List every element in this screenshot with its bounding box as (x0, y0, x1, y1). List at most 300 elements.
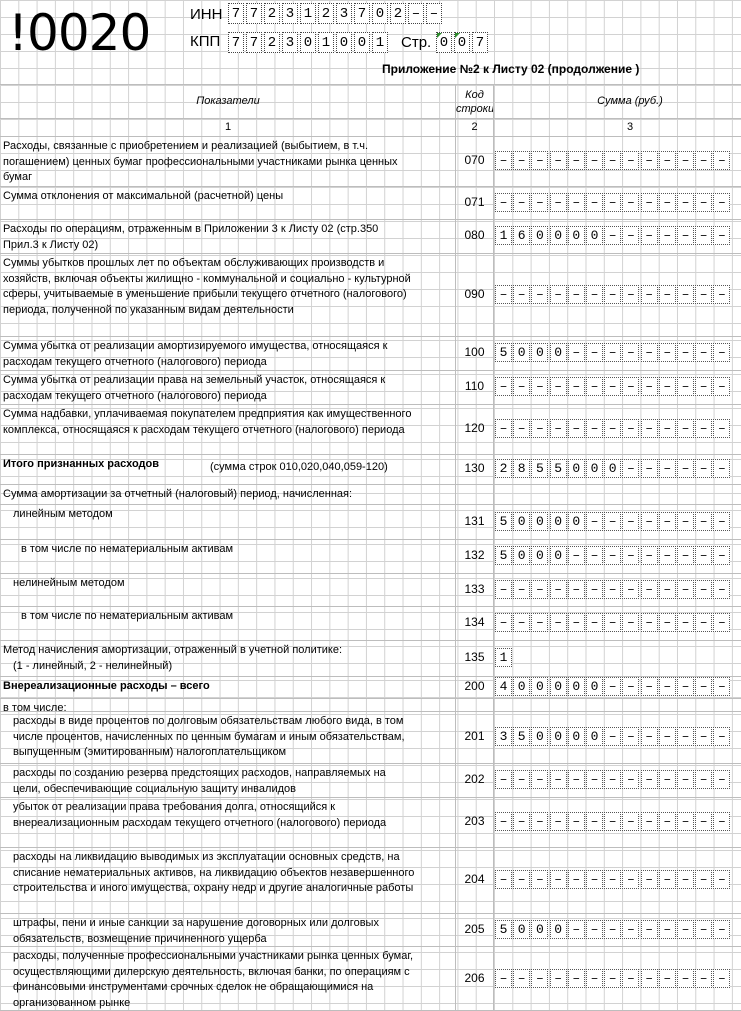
amount-digit-cell[interactable]: – (513, 419, 530, 438)
page-digit[interactable]: 7 (472, 32, 488, 53)
amount-digit-cell[interactable]: – (713, 193, 730, 212)
amount-digit-cell[interactable]: – (641, 419, 658, 438)
amount-digit-cell[interactable]: – (677, 343, 694, 362)
amount-digit-cell[interactable]: 0 (513, 920, 530, 939)
amount-digit-cell[interactable]: – (659, 727, 676, 746)
row-code: 100 (464, 345, 485, 359)
amount-digit-cell[interactable]: – (495, 419, 512, 438)
amount-digit-cell[interactable]: – (713, 677, 730, 696)
amount-digit-cell[interactable]: – (604, 812, 621, 831)
amount-digit-cell[interactable]: – (604, 512, 621, 531)
inn-digit[interactable]: 7 (228, 3, 244, 24)
amount-digit-cell[interactable]: – (713, 920, 730, 939)
row-code: 200 (464, 679, 485, 693)
amount-digit-cell[interactable]: – (659, 812, 676, 831)
amount-digit-cell[interactable]: – (713, 343, 730, 362)
amount-digit-cell[interactable]: 0 (513, 546, 530, 565)
amount-digit-cell[interactable]: – (550, 969, 567, 988)
amount-digit-cell[interactable]: – (568, 343, 585, 362)
amount-digit-cell[interactable]: – (695, 677, 712, 696)
amount-digit-cell[interactable]: – (604, 546, 621, 565)
amount-digit-cell[interactable]: – (568, 285, 585, 304)
row-rule (0, 484, 741, 485)
amount-digit-cell[interactable]: – (695, 920, 712, 939)
kpp-digit[interactable]: 0 (354, 32, 370, 53)
amount-digit-cell[interactable]: – (513, 151, 530, 170)
amount-digit-cell[interactable]: – (713, 377, 730, 396)
row-rule (0, 711, 741, 712)
amount-digit-cell[interactable]: 1 (495, 226, 512, 245)
row-description: Сумма убытка от реализации права на земельный участок, относящаяся к расходам текущего отчетного (налогового) периода (3, 374, 386, 402)
amount-digit-cell[interactable]: – (695, 870, 712, 889)
amount-digit-cell[interactable]: – (604, 580, 621, 599)
amount-digit-cell[interactable]: – (695, 151, 712, 170)
amount-digit-cell[interactable]: 3 (495, 727, 512, 746)
amount-digit-cell[interactable]: – (695, 727, 712, 746)
header-rule (0, 118, 741, 119)
amount-digit-cell[interactable]: – (677, 727, 694, 746)
amount-digit-cell[interactable]: – (641, 377, 658, 396)
amount-digit-cell[interactable]: – (568, 613, 585, 632)
amount-digit-cell[interactable]: – (586, 580, 603, 599)
amount-digit-cell[interactable]: – (604, 193, 621, 212)
amount-digit-cell[interactable]: – (659, 512, 676, 531)
row-code: 071 (464, 194, 485, 209)
amount-digit-cell[interactable]: – (604, 343, 621, 362)
amount-digit-cell[interactable]: – (622, 512, 639, 531)
amount-digit-cell[interactable]: – (513, 285, 530, 304)
amount-digit-cell[interactable]: – (622, 677, 639, 696)
amount-digit-cell[interactable]: – (695, 377, 712, 396)
amount-digit-cell[interactable]: – (713, 812, 730, 831)
amount-digit-cell[interactable]: – (677, 459, 694, 478)
amount-digit-cell[interactable]: – (568, 151, 585, 170)
amount-digit-cell[interactable]: – (550, 151, 567, 170)
amount-digit-cell[interactable]: 5 (495, 343, 512, 362)
amount-digit-cell[interactable]: – (604, 419, 621, 438)
amount-digit-cell[interactable]: – (713, 512, 730, 531)
amount-digit-cell[interactable]: – (659, 343, 676, 362)
amount-digit-cell[interactable]: – (659, 580, 676, 599)
amount-digit-cell[interactable]: – (659, 770, 676, 789)
amount-digit-cell[interactable]: – (550, 870, 567, 889)
amount-digit-cell[interactable]: – (622, 969, 639, 988)
amount-digit-cell[interactable]: – (641, 727, 658, 746)
amount-digit-cell[interactable]: – (659, 285, 676, 304)
amount-digit-cell[interactable]: – (695, 613, 712, 632)
amount-digit-cell[interactable]: 6 (513, 226, 530, 245)
amount-digit-cell[interactable]: – (622, 459, 639, 478)
row-description: расходы, полученные профессиональными участниками рынка ценных бумаг, осуществляющими дилерскую деятельность, включая банки, по операциям с финансовыми инструментами срочных сделок не обращающимися на организованном рынке (13, 950, 414, 1009)
amount-digit-cell[interactable]: – (531, 870, 548, 889)
amount-digit-cell[interactable]: – (513, 770, 530, 789)
amount-digit-cell[interactable]: – (495, 193, 512, 212)
kpp-digit[interactable]: 1 (372, 32, 388, 53)
amount-digit-cell[interactable]: – (659, 193, 676, 212)
amount-digit-cell[interactable]: – (622, 419, 639, 438)
row-code: 120 (464, 421, 485, 435)
amount-digit-cell[interactable]: 0 (550, 343, 567, 362)
amount-digit-cell[interactable]: – (677, 377, 694, 396)
amount-digit-cell[interactable]: – (604, 677, 621, 696)
amount-digit-cell[interactable]: – (513, 812, 530, 831)
inn-digit[interactable]: – (426, 3, 442, 24)
amount-digit-cell[interactable]: – (677, 546, 694, 565)
amount-digit-cell[interactable]: – (586, 546, 603, 565)
amount-digit-cell[interactable]: 4 (495, 677, 512, 696)
row-rule (0, 336, 741, 337)
amount-digit-cell[interactable]: – (586, 770, 603, 789)
amount-digit-cell[interactable]: – (513, 969, 530, 988)
inn-digit[interactable]: 2 (264, 3, 280, 24)
amount-digit-cell[interactable]: – (641, 580, 658, 599)
amount-digit-cell[interactable]: 0 (531, 343, 548, 362)
amount-digit-cell[interactable]: – (641, 151, 658, 170)
amount-digit-cell[interactable]: – (586, 419, 603, 438)
amount-digit-cell[interactable]: – (622, 151, 639, 170)
row-rule (0, 797, 741, 798)
amount-digit-cell[interactable]: – (641, 870, 658, 889)
amount-digit-cell[interactable]: – (695, 546, 712, 565)
row-description: Сумма отклонения от максимальной (расчетной) цены (3, 190, 284, 202)
inn-digit[interactable]: 3 (282, 3, 298, 24)
amount-digit-cell[interactable]: – (550, 377, 567, 396)
amount-digit-cell[interactable]: 0 (513, 512, 530, 531)
amount-digit-cell[interactable]: – (586, 151, 603, 170)
row-code: 204 (464, 872, 485, 886)
amount-digit-cell[interactable]: – (568, 546, 585, 565)
amount-digit-cell[interactable]: – (677, 419, 694, 438)
amount-digit-cell[interactable]: – (495, 377, 512, 396)
amount-digit-cell[interactable]: – (677, 580, 694, 599)
amount-digit-cell[interactable]: – (586, 193, 603, 212)
amount-digit-cell[interactable]: – (695, 580, 712, 599)
amount-digit-cell[interactable]: – (622, 613, 639, 632)
amount-digit-cell[interactable]: 5 (495, 920, 512, 939)
amount-digit-cell[interactable]: – (550, 285, 567, 304)
row-description-extra: (1 - линейный, 2 - нелинейный) (13, 660, 173, 672)
inn-digit[interactable]: 2 (390, 3, 406, 24)
inn-digit[interactable]: 7 (246, 3, 262, 24)
page-digit[interactable]: 0 (454, 32, 470, 53)
amount-digit-cell[interactable]: – (695, 419, 712, 438)
amount-digit-cell[interactable]: – (641, 459, 658, 478)
amount-digit-cell[interactable]: 5 (550, 459, 567, 478)
amount-digit-cell[interactable]: – (604, 920, 621, 939)
amount-digit-cell[interactable]: 0 (550, 677, 567, 696)
amount-digit-cell[interactable]: – (531, 193, 548, 212)
amount-digit-cell[interactable]: – (713, 870, 730, 889)
amount-digit-cell[interactable]: – (604, 727, 621, 746)
column-header-indicators: Показатели (196, 95, 260, 107)
amount-digit-cell[interactable]: 0 (531, 677, 548, 696)
amount-digit-cell[interactable]: – (641, 285, 658, 304)
amount-digit-cell[interactable]: – (622, 546, 639, 565)
amount-digit-cell[interactable]: – (641, 677, 658, 696)
amount-digit-cell[interactable]: 5 (495, 546, 512, 565)
amount-digit-cell[interactable]: – (641, 770, 658, 789)
amount-digit-cell[interactable]: – (713, 580, 730, 599)
amount-digit-cell[interactable]: – (641, 512, 658, 531)
amount-digit-cell[interactable]: – (550, 580, 567, 599)
amount-digit-cell[interactable]: – (586, 969, 603, 988)
amount-digit-cell[interactable]: – (586, 613, 603, 632)
amount-digit-cell[interactable]: – (622, 226, 639, 245)
amount-digit-cell[interactable]: – (659, 226, 676, 245)
row-code: 130 (464, 461, 485, 475)
amount-digit-cell[interactable]: – (550, 812, 567, 831)
amount-digit-cell[interactable]: – (495, 870, 512, 889)
row-description: расходы в виде процентов по долговым обязательствам любого вида, в том числе процентов, начисленных по ценным бумагам и иным обязательствам, выпущенным (эмитированным) налогоплательщиком (13, 715, 405, 758)
amount-digit-cell[interactable]: – (495, 812, 512, 831)
row-code: 135 (464, 650, 485, 664)
amount-digit-cell[interactable]: – (495, 613, 512, 632)
amount-digit-cell[interactable]: – (495, 969, 512, 988)
inn-digit[interactable]: 7 (354, 3, 370, 24)
kpp-digit[interactable]: 1 (318, 32, 334, 53)
amount-digit-cell[interactable]: 5 (495, 512, 512, 531)
amount-digit-cell[interactable]: – (550, 419, 567, 438)
amount-digit-cell[interactable]: – (641, 343, 658, 362)
amount-digit-cell[interactable]: – (695, 969, 712, 988)
amount-digit-cell[interactable]: – (677, 193, 694, 212)
amount-digit-cell[interactable]: – (677, 226, 694, 245)
amount-digit-cell[interactable]: 0 (513, 343, 530, 362)
amount-digit-cell[interactable]: – (659, 969, 676, 988)
amount-digit-cell[interactable]: – (695, 459, 712, 478)
amount-digit-cell[interactable]: – (568, 377, 585, 396)
page-digit[interactable]: 0 (436, 32, 452, 53)
amount-digit-cell[interactable]: – (641, 920, 658, 939)
amount-digit-cell[interactable]: – (568, 969, 585, 988)
kpp-digit[interactable]: 0 (336, 32, 352, 53)
amount-digit-cell[interactable]: – (622, 193, 639, 212)
amount-digit-cell[interactable]: – (713, 151, 730, 170)
amount-digit-cell[interactable]: – (713, 613, 730, 632)
column-header-amount: Сумма (руб.) (597, 95, 663, 107)
amount-digit-cell[interactable]: – (622, 920, 639, 939)
amount-digit-cell[interactable]: – (695, 226, 712, 245)
amount-digit-cell[interactable]: 0 (531, 727, 548, 746)
amount-digit-cell[interactable]: – (713, 727, 730, 746)
amount-digit-cell[interactable]: – (604, 969, 621, 988)
amount-digit-cell[interactable]: – (641, 969, 658, 988)
amount-digit-cell[interactable]: – (604, 770, 621, 789)
amount-digit-cell[interactable]: – (568, 770, 585, 789)
amount-digit-cell[interactable]: – (622, 870, 639, 889)
amount-digit-cell[interactable]: – (586, 377, 603, 396)
kpp-digit[interactable]: 2 (264, 32, 280, 53)
amount-digit-cell[interactable]: – (531, 812, 548, 831)
amount-digit-cell[interactable]: – (677, 812, 694, 831)
amount-digit-cell[interactable]: – (622, 770, 639, 789)
amount-digit-cell[interactable]: 0 (531, 226, 548, 245)
amount-digit-cell[interactable]: 5 (513, 727, 530, 746)
amount-digit-cell[interactable]: – (641, 546, 658, 565)
amount-digit-cell[interactable]: – (586, 343, 603, 362)
amount-digit-cell[interactable]: – (695, 812, 712, 831)
amount-digit-cell[interactable]: – (513, 580, 530, 599)
amount-digit-cell[interactable]: – (713, 459, 730, 478)
inn-digit[interactable]: – (408, 3, 424, 24)
amount-digit-cell[interactable]: – (568, 580, 585, 599)
amount-digit-cell[interactable]: – (531, 285, 548, 304)
amount-digit-cell[interactable]: – (695, 343, 712, 362)
kpp-digit[interactable]: 0 (300, 32, 316, 53)
amount-digit-cell[interactable]: 0 (568, 226, 585, 245)
row-code: 203 (464, 814, 485, 828)
amount-digit-cell[interactable]: – (695, 512, 712, 531)
amount-digit-cell[interactable]: – (659, 546, 676, 565)
amount-digit-cell[interactable]: – (568, 193, 585, 212)
amount-digit-cell[interactable]: – (531, 613, 548, 632)
amount-digit-cell[interactable]: – (677, 770, 694, 789)
amount-digit-cell[interactable]: 0 (531, 546, 548, 565)
amount-digit-cell[interactable]: – (495, 770, 512, 789)
amount-digit-cell[interactable]: – (659, 377, 676, 396)
amount-digit-cell[interactable]: – (531, 969, 548, 988)
amount-digit-cell[interactable]: – (513, 870, 530, 889)
amount-digit-cell[interactable]: 1 (495, 648, 512, 667)
amount-digit-cell[interactable]: 0 (568, 512, 585, 531)
amount-digit-cell[interactable]: – (550, 613, 567, 632)
amount-digit-cell[interactable]: – (713, 770, 730, 789)
amount-digit-cell[interactable]: – (531, 770, 548, 789)
amount-digit-cell[interactable]: – (531, 151, 548, 170)
amount-digit-cell[interactable]: – (695, 193, 712, 212)
amount-digit-cell[interactable]: 0 (586, 677, 603, 696)
amount-digit-cell[interactable]: – (677, 285, 694, 304)
amount-digit-cell[interactable]: – (604, 285, 621, 304)
inn-digit[interactable]: 0 (372, 3, 388, 24)
amount-digit-cell[interactable]: – (641, 613, 658, 632)
amount-digit-cell[interactable]: – (531, 377, 548, 396)
amount-digit-cell[interactable]: – (677, 920, 694, 939)
amount-digit-cell[interactable]: – (659, 677, 676, 696)
amount-digit-cell[interactable]: – (677, 969, 694, 988)
amount-digit-cell[interactable]: – (677, 613, 694, 632)
kpp-digit[interactable]: 3 (282, 32, 298, 53)
amount-digit-cell[interactable]: – (659, 419, 676, 438)
amount-digit-cell[interactable]: – (604, 870, 621, 889)
amount-digit-cell[interactable]: 5 (531, 459, 548, 478)
row-rule (0, 698, 741, 699)
amount-digit-cell[interactable]: 0 (586, 459, 603, 478)
amount-digit-cell[interactable]: 0 (550, 920, 567, 939)
amount-digit-cell[interactable]: – (586, 870, 603, 889)
amount-digit-cell[interactable]: – (713, 546, 730, 565)
amount-digit-cell[interactable]: – (568, 812, 585, 831)
row-code: 070 (464, 153, 485, 167)
amount-digit-cell[interactable]: – (677, 677, 694, 696)
amount-digit-cell[interactable]: – (513, 613, 530, 632)
amount-digit-cell[interactable]: 8 (513, 459, 530, 478)
amount-digit-cell[interactable]: – (713, 226, 730, 245)
amount-digit-cell[interactable]: – (568, 419, 585, 438)
amount-digit-cell[interactable]: – (604, 226, 621, 245)
amount-digit-cell[interactable]: – (713, 285, 730, 304)
amount-digit-cell[interactable]: 0 (568, 677, 585, 696)
amount-digit-cell[interactable]: – (586, 920, 603, 939)
amount-digit-cell[interactable]: – (622, 377, 639, 396)
amount-digit-cell[interactable]: – (568, 920, 585, 939)
amount-digit-cell[interactable]: – (659, 870, 676, 889)
amount-digit-cell[interactable]: – (586, 812, 603, 831)
inn-digit[interactable]: 3 (336, 3, 352, 24)
amount-digit-cell[interactable]: – (695, 285, 712, 304)
amount-digit-cell[interactable]: – (513, 193, 530, 212)
amount-digit-cell[interactable]: – (677, 512, 694, 531)
amount-digit-cell[interactable]: 0 (550, 727, 567, 746)
amount-digit-cell[interactable]: – (641, 226, 658, 245)
amount-digit-cell[interactable]: – (641, 812, 658, 831)
row-description: штрафы, пени и иные санкции за нарушение договорных или долговых обязательств, возмещение причиненного ущерба (13, 917, 379, 945)
amount-digit-cell[interactable]: – (659, 613, 676, 632)
amount-digit-cell[interactable]: – (550, 193, 567, 212)
kpp-digit[interactable]: 7 (228, 32, 244, 53)
amount-digit-cell[interactable]: – (495, 580, 512, 599)
amount-digit-cell[interactable]: 0 (550, 226, 567, 245)
amount-digit-cell[interactable]: – (622, 812, 639, 831)
amount-digit-cell[interactable]: – (713, 969, 730, 988)
amount-digit-cell[interactable]: – (513, 377, 530, 396)
amount-digit-cell[interactable]: – (622, 343, 639, 362)
amount-digit-cell[interactable]: 2 (495, 459, 512, 478)
amount-digit-cell[interactable]: – (568, 870, 585, 889)
amount-digit-cell[interactable]: 0 (550, 546, 567, 565)
amount-digit-cell[interactable]: – (713, 419, 730, 438)
amount-digit-cell[interactable]: – (531, 580, 548, 599)
amount-digit-cell[interactable]: – (586, 512, 603, 531)
amount-digit-cell[interactable]: – (604, 377, 621, 396)
amount-digit-cell[interactable]: – (659, 920, 676, 939)
amount-digit-cell[interactable]: 0 (604, 459, 621, 478)
amount-digit-cell[interactable]: – (641, 193, 658, 212)
amount-digit-cell[interactable]: – (677, 870, 694, 889)
amount-digit-cell[interactable]: 0 (513, 677, 530, 696)
amount-digit-cell[interactable]: – (604, 613, 621, 632)
amount-digit-cell[interactable]: 0 (568, 727, 585, 746)
inn-digit[interactable]: 2 (318, 3, 334, 24)
amount-digit-cell[interactable]: – (659, 459, 676, 478)
inn-digit[interactable]: 1 (300, 3, 316, 24)
amount-digit-cell[interactable]: 0 (531, 920, 548, 939)
amount-digit-cell[interactable]: 0 (550, 512, 567, 531)
amount-digit-cell[interactable]: – (495, 285, 512, 304)
row-description: Расходы, связанные с приобретением и реализацией (выбытием, в т.ч. погашением) ценных бумаг профессиональными участниками рынка ценных бумаг (3, 140, 398, 183)
amount-digit-cell[interactable]: 0 (586, 226, 603, 245)
amount-digit-cell[interactable]: – (622, 727, 639, 746)
amount-digit-cell[interactable]: – (677, 151, 694, 170)
row-rule (0, 606, 741, 607)
row-description: Итого признанных расходов (3, 458, 159, 470)
amount-digit-cell[interactable]: – (695, 770, 712, 789)
amount-digit-cell[interactable]: 0 (568, 459, 585, 478)
amount-digit-cell[interactable]: – (659, 151, 676, 170)
amount-digit-cell[interactable]: – (622, 285, 639, 304)
kpp-digit[interactable]: 7 (246, 32, 262, 53)
amount-digit-cell[interactable]: 0 (531, 512, 548, 531)
amount-digit-cell[interactable]: – (604, 151, 621, 170)
amount-digit-cell[interactable]: – (550, 770, 567, 789)
amount-digit-cell[interactable]: – (495, 151, 512, 170)
amount-digit-cell[interactable]: 0 (586, 727, 603, 746)
amount-digit-cell[interactable]: – (531, 419, 548, 438)
amount-digit-cell[interactable]: – (586, 285, 603, 304)
amount-digit-cell[interactable]: – (622, 580, 639, 599)
row-description: в том числе: (3, 702, 67, 714)
row-rule (0, 253, 741, 254)
